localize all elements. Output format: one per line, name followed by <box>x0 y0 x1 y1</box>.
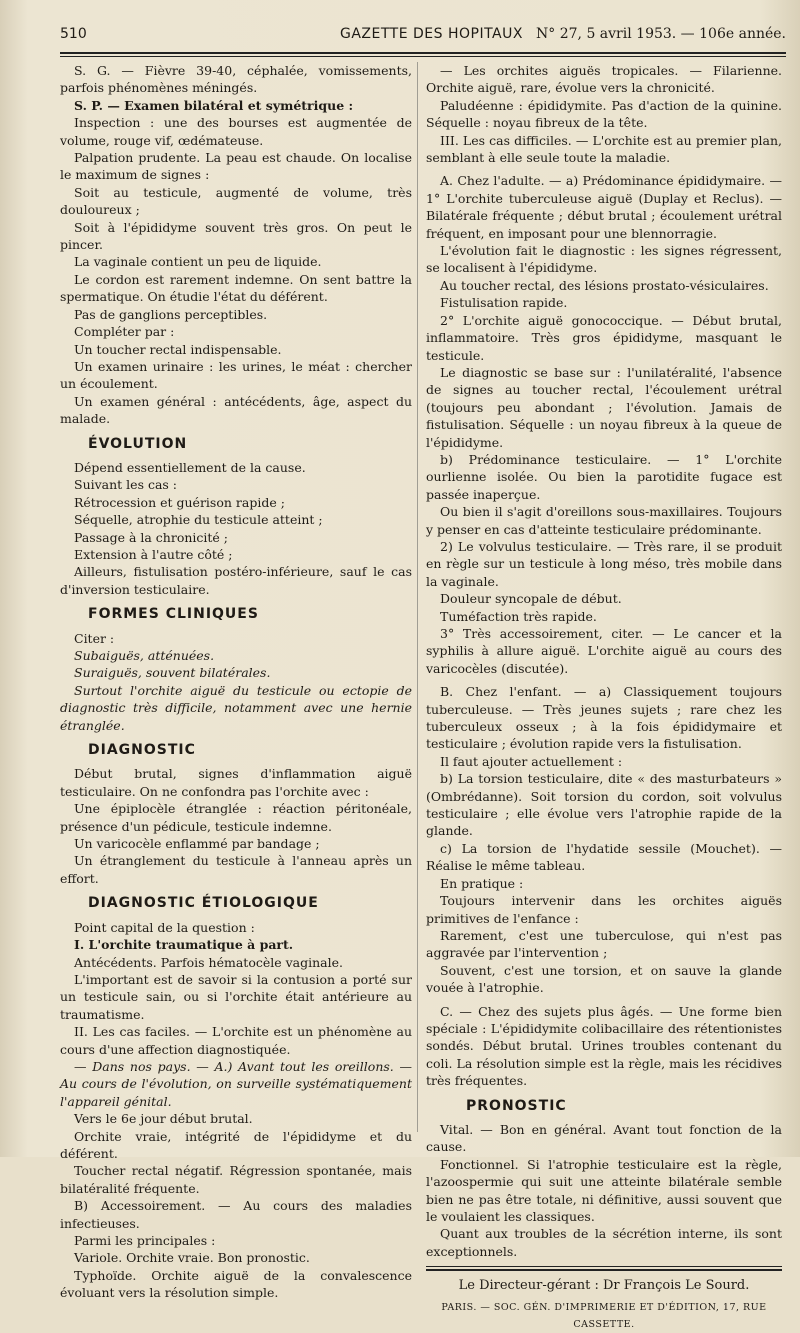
header-rule-thin <box>60 56 786 57</box>
paragraph: Rarement, c'est une tuberculose, qui n'est pas aggravée par l'intervention ; <box>426 927 782 961</box>
footer-rule-thin <box>426 1266 782 1267</box>
paragraph: c) La torsion de l'hydatide sessile (Mouchet). — Réalise le même tableau. <box>426 840 782 874</box>
paragraph: Point capital de la question : <box>74 919 255 935</box>
paragraph: Fistulisation rapide. <box>440 295 568 311</box>
paragraph: Compléter par : <box>74 324 175 340</box>
paragraph: Subaiguës, atténuées. <box>74 648 215 663</box>
paragraph: S. P. — Examen bilatéral et symétrique : <box>74 97 354 113</box>
paragraph: Extension à l'autre côté ; <box>74 546 233 562</box>
paragraph: II. Les cas faciles. — L'orchite est un phénomène au cours d'une affection diagnostiquée. <box>60 1024 412 1057</box>
paragraph: Douleur syncopale de début. <box>440 591 622 607</box>
section-heading-pronostic: PRONOSTIC <box>466 1097 567 1114</box>
paragraph: I. L'orchite traumatique à part. <box>74 937 294 953</box>
paragraph: Dépend essentiellement de la cause. <box>74 459 306 475</box>
paragraph: 2) Le volvulus testiculaire. — Très rare, il se produit en règle sur un testicule à long méso, très mobile dans la vaginale. <box>426 538 782 589</box>
paragraph: Inspection : une des bourses est augmentée de volume, rouge vif, œdémateuse. <box>60 115 412 148</box>
paragraph: b) La torsion testiculaire, dite « des masturbateurs » (Ombrédanne). Soit torsion du cordon, soit volvulus testiculaire ; elle évolue vers l'atrophie rapide de la glande. <box>426 771 782 839</box>
section-heading-diagnostic-etiologique: DIAGNOSTIC ÉTIOLOGIQUE <box>88 895 319 912</box>
paragraph: Suivant les cas : <box>74 477 178 493</box>
paragraph: Passage à la chronicité ; <box>74 529 229 545</box>
paragraph: Ailleurs, fistulisation postéro-inférieure, sauf le cas d'inversion testiculaire. <box>60 564 412 597</box>
printer-line: PARIS. — SOC. GÉN. D'IMPRIMERIE ET D'ÉDITION, 17, RUE CASSETTE. <box>441 1301 767 1331</box>
paragraph: Séquelle, atrophie du testicule atteint ; <box>74 512 323 528</box>
paragraph: Souvent, c'est une torsion, et on sauve la glande vouée à l'atrophie. <box>426 962 782 996</box>
paragraph: Rétrocession et guérison rapide ; <box>74 494 285 510</box>
paragraph: En pratique : <box>440 875 524 891</box>
page-number: 510 <box>60 26 87 42</box>
paragraph: 3° Très accessoirement, citer. — Le cancer et la syphilis à allure aiguë. L'orchite aiguë au cours des varicocèles (discutée). <box>426 626 782 676</box>
footer-rule-thick <box>426 1269 782 1271</box>
paragraph: Orchite vraie, intégrité de l'épididyme et du déférent. <box>60 1128 412 1161</box>
paragraph: Tuméfaction très rapide. <box>440 608 597 624</box>
paragraph: Un toucher rectal indispensable. <box>74 341 282 357</box>
paragraph: — Les orchites aiguës tropicales. — Filarienne. Orchite aiguë, rare, évolue vers la chronicité. <box>426 63 782 96</box>
page-header <box>60 22 786 48</box>
right-column <box>426 62 782 1331</box>
paragraph: La vaginale contient un peu de liquide. <box>74 254 322 270</box>
paragraph: Au toucher rectal, des lésions prostato-vésiculaires. <box>440 277 769 293</box>
paragraph: Fonctionnel. Si l'atrophie testiculaire est la règle, l'azoospermie qui suit une atteinte bilatérale semble bien ne pas être totale, ni définitive, aussi souvent que le voulaient les classiques. <box>426 1156 782 1224</box>
paragraph: Le diagnostic se base sur : l'unilatéralité, l'absence de signes au toucher rectal, l'écoulement urétral (toujours peu abondant ; l'évolution. Jamais de fistulisation. Séquelle : un noyau fibreux à la queue de l'épididyme. <box>426 364 782 450</box>
paragraph: Paludéenne : épididymite. Pas d'action de la quinine. Séquelle : noyau fibreux de la tête. <box>426 97 782 131</box>
paragraph: Toujours intervenir dans les orchites aiguës primitives de l'enfance : <box>426 893 782 926</box>
paragraph: Soit au testicule, augmenté de volume, très douloureux ; <box>60 184 412 218</box>
paragraph: S. G. — Fièvre 39-40, céphalée, vomissements, parfois phénomènes méningés. <box>60 63 412 96</box>
paragraph: Un varicocèle enflammé par bandage ; <box>74 836 320 852</box>
journal-title: GAZETTE DES HOPITAUX <box>340 26 523 42</box>
paragraph: B) Accessoirement. — Au cours des maladies infectieuses. <box>60 1198 412 1231</box>
paragraph: L'important est de savoir si la contusion a porté sur un testicule sain, ou si l'orchite était antérieure au traumatisme. <box>60 971 412 1022</box>
paragraph: Typhoïde. Orchite aiguë de la convalescence évoluant vers la résolution simple. <box>60 1267 412 1301</box>
paragraph: Antécédents. Parfois hématocèle vaginale. <box>74 954 344 970</box>
paragraph: Une épiplocèle étranglée : réaction péritonéale, présence d'un pédicule, testicule indemne. <box>60 801 412 834</box>
column-divider <box>417 62 418 1132</box>
paragraph: L'évolution fait le diagnostic : les signes régressent, se localisent à l'épididyme. <box>426 243 782 276</box>
paragraph: Pas de ganglions perceptibles. <box>74 306 268 322</box>
section-heading-diagnostic: DIAGNOSTIC <box>88 742 196 759</box>
paragraph: Vital. — Bon en général. Avant tout fonction de la cause. <box>426 1121 782 1155</box>
paragraph: Un examen général : antécédents, âge, aspect du malade. <box>60 393 412 427</box>
paragraph: A. Chez l'adulte. — a) Prédominance épididymaire. — 1° L'orchite tuberculeuse aiguë (Duplay et Reclus). — Bilatérale fréquente ; début brutal ; écoulement urétral fréquent, en imposant pour une blennorragie. <box>426 173 782 241</box>
section-heading-formes-cliniques: FORMES CLINIQUES <box>88 606 259 623</box>
paragraph: Soit à l'épididyme souvent très gros. On peut le pincer. <box>60 219 412 253</box>
paragraph: — Dans nos pays. — A.) Avant tout les oreillons. — Au cours de l'évolution, on surveille systématiquement l'appareil génital. <box>60 1058 412 1109</box>
paragraph: Toucher rectal négatif. Régression spontanée, mais bilatéralité fréquente. <box>60 1163 412 1196</box>
issue-info: N° 27, 5 avril 1953. — 106e année. <box>536 26 786 42</box>
paragraph: Un examen urinaire : les urines, le méat : chercher un écoulement. <box>60 358 412 392</box>
paragraph: Le cordon est rarement indemne. On sent battre la spermatique. On étudie l'état du déférent. <box>60 271 412 305</box>
paragraph: Ou bien il s'agit d'oreillons sous-maxillaires. Toujours y penser en cas d'atteinte testiculaire prédominante. <box>426 504 782 537</box>
left-column <box>60 62 412 1301</box>
paragraph: Parmi les principales : <box>74 1233 216 1248</box>
paragraph: Suraiguës, souvent bilatérales. <box>74 665 271 681</box>
paragraph: Début brutal, signes d'inflammation aiguë testiculaire. On ne confondra pas l'orchite avec : <box>60 766 412 799</box>
paragraph: Quant aux troubles de la sécrétion interne, ils sont exceptionnels. <box>426 1226 782 1259</box>
section-heading-evolution: ÉVOLUTION <box>88 435 188 452</box>
paragraph: Surtout l'orchite aiguë du testicule ou ectopie de diagnostic très difficile, notamment avec une hernie étranglée. <box>60 682 412 733</box>
director-line: Le Directeur-gérant : Dr François Le Sourd. <box>458 1278 750 1294</box>
paragraph: III. Les cas difficiles. — L'orchite est au premier plan, semblant à elle seule toute la maladie. <box>426 132 782 166</box>
paragraph: Vers le 6e jour début brutal. <box>74 1111 253 1127</box>
paragraph: Palpation prudente. La peau est chaude. On localise le maximum de signes : <box>60 150 412 183</box>
paragraph: b) Prédominance testiculaire. — 1° L'orchite ourlienne isolée. Ou bien la parotidite fugace est passée inaperçue. <box>426 451 782 502</box>
paragraph: C. — Chez des sujets plus âgés. — Une forme bien spéciale : L'épididymite colibacillaire des rétentionistes sondés. Début brutal. Urines troubles contenant du coli. La résolution simple est la règle, mais les récidives très fréquentes. <box>426 1003 782 1089</box>
paragraph: Variole. Orchite vraie. Bon pronostic. <box>74 1250 310 1266</box>
paragraph: B. Chez l'enfant. — a) Classiquement toujours tuberculeuse. — Très jeunes sujets ; rare chez les tuberculeux osseux ; à la fois épididymaire et testiculaire ; évolution rapide vers la fistulisation. <box>426 684 782 752</box>
paragraph: Il faut ajouter actuellement : <box>440 753 623 769</box>
header-rule-thick <box>60 52 786 54</box>
paragraph: 2° L'orchite aiguë gonococcique. — Début brutal, inflammatoire. Très gros épididyme, masquant le testicule. <box>426 312 782 363</box>
paragraph: Citer : <box>74 630 115 646</box>
paragraph: Un étranglement du testicule à l'anneau après un effort. <box>60 853 412 886</box>
